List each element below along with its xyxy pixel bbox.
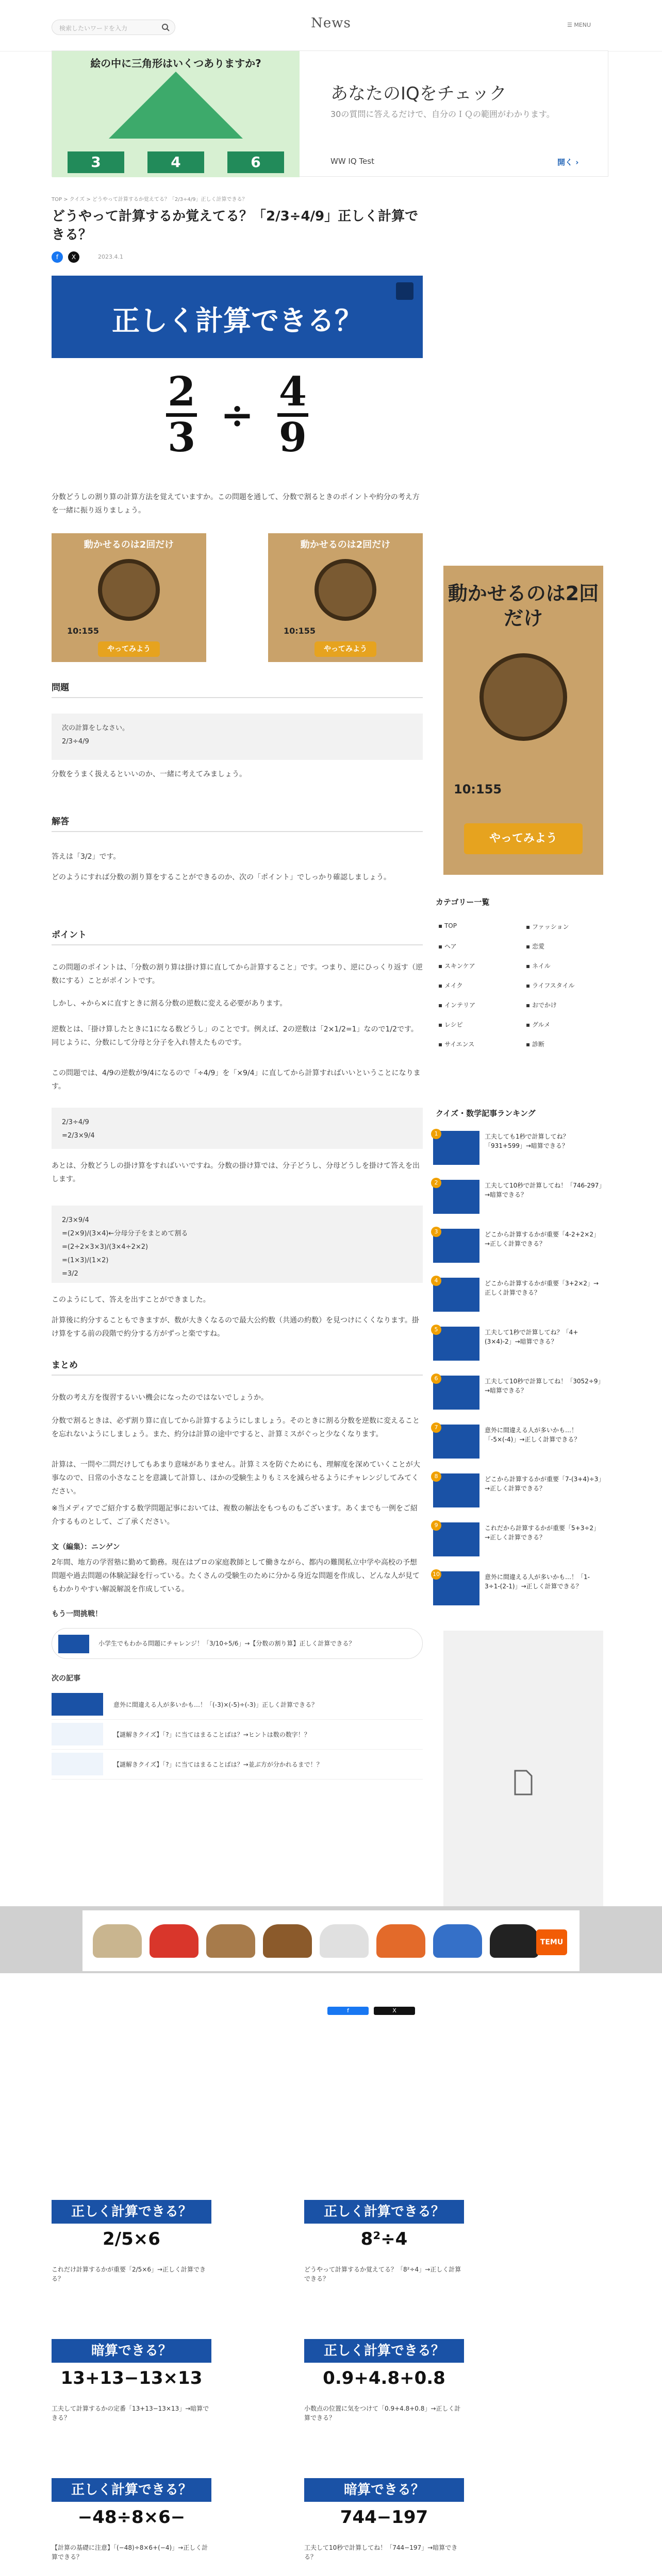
ad-description: 30の質問に答えるだけで、自分のＩＱの範囲がわかります。 (330, 109, 555, 119)
ranking-number: 8 (431, 1471, 441, 1482)
answer-note: どのようにすれば分数の割り算をすることができるのか、次の「ポイント」でしっかり確認しましょう。 (52, 873, 391, 882)
category-label: おでかけ (532, 1002, 557, 1009)
related-band: 暗算できる？ (304, 2478, 464, 2502)
ranking-title: どこから計算するかが重要「4-2+2×2」→正しく計算できる？ (485, 1231, 600, 1247)
hero-title: 正しく計算できる？ (112, 304, 362, 337)
ad-title: あなたのIQをチェック (330, 83, 507, 104)
category-label: サイエンス (444, 1041, 475, 1048)
page-title: どうやって計算するか覚えてる？「2/3÷4/9」正しく計算できる？ (52, 209, 419, 243)
next-item-text: 【謎解きクイズ】「?」に当てはまることばは？→並ぶ方が分かれるまで！？ (113, 1761, 323, 1768)
calc-line: 2/3÷4/9 (62, 1118, 89, 1126)
related-thumb (52, 2478, 211, 2540)
intro-text: 分数どうしの割り算の計算方法を覚えていますか。この問題を通して、分数で割るときのポイントや約分の考え方を一緒に振り返りましょう。 (52, 493, 420, 515)
facebook-share-icon[interactable]: f (52, 251, 63, 263)
problem-heading: 問題 (52, 680, 423, 698)
problem-box (52, 714, 423, 760)
ranking-title: 意外に間違える人が多いかも…！「1-3÷1-(2-1)」→正しく計算できる？ (485, 1573, 590, 1590)
ranking-number: 9 (431, 1520, 441, 1531)
shoe-product-image[interactable] (320, 1924, 369, 1958)
ranking-item[interactable] (433, 1376, 603, 1417)
related-card[interactable] (52, 2478, 211, 2562)
related-expression: 0.9+4.8+0.8 (323, 2368, 445, 2388)
ranking-title: 工夫して1秒で計算してね？「4+(3×4)-2」→暗算できる？ (485, 1329, 578, 1345)
calc-line: =2/3×9/4 (62, 1132, 95, 1140)
category-item[interactable] (438, 922, 457, 929)
next-list (52, 1690, 423, 1780)
calc-box (52, 1206, 423, 1283)
ranking-title: 工夫しても1秒で計算してね？「931+599」→暗算できる？ (485, 1133, 569, 1149)
point-text: このようにして、答えを出すことができました。 (52, 1296, 210, 1304)
related-caption: 工夫して10秒で計算してね！「744−197」→暗算できる？ (304, 2544, 458, 2561)
ranking-number: 7 (431, 1422, 441, 1433)
ranking-number: 4 (431, 1276, 441, 1286)
category-label: インテリア (444, 1002, 475, 1009)
related-expression: 13+13−13×13 (60, 2368, 203, 2388)
category-item[interactable] (526, 942, 544, 951)
ranking-title: 工夫して10秒で計算してね！「3052÷9」→暗算できる？ (485, 1378, 601, 1394)
category-icon: ▪ (438, 943, 444, 950)
category-label: ファッション (532, 923, 569, 930)
next-item-text: 意外に間違える人が多いかも…！「(-3)×(-5)÷(-3)」正しく計算できる？ (113, 1701, 318, 1708)
related-band: 正しく計算できる？ (52, 2200, 211, 2224)
document-icon (513, 1770, 534, 1795)
related-caption: これだけ計算するかが重要「2/5×6」→正しく計算できる？ (52, 2266, 206, 2282)
category-item[interactable] (526, 1001, 557, 1009)
operator: ÷ (220, 392, 254, 438)
calc-line: 2/3×9/4 (62, 1216, 89, 1224)
related-thumb (304, 2478, 464, 2540)
ranking-title: これだから計算するかが重要「5+3÷2」→正しく計算できる？ (485, 1524, 600, 1541)
related-caption: 工夫して計算するかの定番「13+13−13×13」→暗算できる？ (52, 2405, 209, 2421)
ranking-item[interactable] (433, 1522, 603, 1564)
related-expression: −48÷8×6− (77, 2507, 186, 2528)
temu-logo[interactable]: TEMU (536, 1929, 567, 1955)
ranking-title: どこから計算するかが重要「3+2×2」→正しく計算できる？ (485, 1280, 599, 1296)
game-ad-label: 動かせるのは2回だけ (448, 582, 599, 630)
author-bio: 2年間、地方の学習塾に勤めて勤務。現在はプロの家庭教師として働きながら、都内の難関私立中学や高校の予想問題や過去問題の体験記録を行っている。たくさんの受験生のために分かる身近な問題を作成し、どんな人が見てもわかりやすい解説解説を作成している。 (52, 1558, 420, 1594)
category-icon: ▪ (526, 943, 532, 950)
category-icon: ▪ (438, 982, 444, 989)
ranking-number: 3 (431, 1227, 441, 1237)
ranking-number: 10 (431, 1569, 441, 1580)
breadcrumb[interactable]: TOP > クイズ > どうやって計算するか覚えてる？「2/3÷4/9」正しく計算できる？ (52, 197, 247, 202)
point-text: 計算後に約分することもできますが、数が大きくなるので最大公約数（共通の約数）を見つけにくくなります。掛け算をする前の段階で約分する方がずっと楽ですね。 (52, 1316, 419, 1338)
category-icon: ▪ (526, 1041, 532, 1048)
next-item-text: 【謎解きクイズ】「?」に当てはまることばは？→ヒントは数の数字！？ (113, 1731, 310, 1738)
list-item[interactable] (52, 1750, 423, 1780)
play-button[interactable]: やってみよう (315, 641, 376, 657)
numerator-2: 4 (278, 368, 307, 415)
related-caption: どうやって計算するか覚えてる？「8²÷4」→正しく計算できる？ (304, 2266, 461, 2282)
category-item[interactable] (438, 981, 462, 990)
related-expression: 2/5×6 (103, 2229, 160, 2249)
category-item[interactable] (438, 942, 457, 951)
shoe-product-image[interactable] (263, 1924, 312, 1958)
game-ad-right[interactable] (268, 533, 423, 662)
category-item[interactable] (526, 981, 575, 990)
summary-heading: まとめ (52, 1358, 423, 1376)
search-placeholder: 検索したいワードを入力 (59, 25, 128, 32)
ranking-title: 工夫して10秒で計算してね！「746-297」→暗算できる？ (485, 1182, 602, 1198)
category-icon: ▪ (438, 962, 444, 970)
summary-text: 計算は、一問や二問だけしてもあまり意味がありません。計算ミスを防ぐためにも、理解度を深めていくことが大事なので、日常の小さなことを意識して計算し、ほかの受験生よりもミスを減らせるようにチャレンジしてみてください。 (52, 1461, 420, 1496)
next-thumb (52, 1753, 103, 1775)
site-logo[interactable]: News (311, 15, 351, 31)
category-icon: ▪ (526, 923, 532, 930)
calc-line: =(2×9)/(3×4)←分母分子をまとめて割る (62, 1230, 188, 1238)
category-heading: カテゴリー一覧 (436, 897, 490, 907)
ad-source: WW IQ Test (330, 157, 374, 166)
top-ad[interactable] (52, 50, 608, 177)
related-caption: 小数点の位置に気をつけて「0.9+4.8+0.8」→正しく計算できる？ (304, 2405, 461, 2421)
related-band: 暗算できる？ (52, 2339, 211, 2363)
ranking-item[interactable] (433, 1473, 603, 1515)
related-expression: 8²÷4 (360, 2229, 408, 2249)
x-button[interactable]: X (374, 2007, 415, 2015)
problem-line: 2/3÷4/9 (62, 738, 89, 745)
related-expression: 744−197 (340, 2507, 428, 2528)
denominator-2: 9 (278, 414, 307, 461)
ranking-number: 6 (431, 1374, 441, 1384)
point-text: あとは、分数どうしの掛け算をすればいいですね。分数の掛け算では、分子どうし、分母どうしを掛けて答えを出します。 (52, 1162, 420, 1183)
shoe-product-image[interactable] (376, 1924, 425, 1958)
calc-line: =3/2 (62, 1270, 78, 1278)
category-item[interactable] (526, 961, 551, 970)
category-label: ネイル (532, 962, 551, 970)
more-link-thumb (58, 1635, 89, 1653)
sidebar-ad-placeholder[interactable] (443, 1631, 603, 1940)
related-card[interactable] (304, 2478, 464, 2562)
ad-answer[interactable]: 3 (68, 151, 124, 173)
problem-line: 次の計算をしなさい。 (62, 724, 129, 732)
triangle-icon (109, 72, 243, 139)
main-expression (52, 368, 423, 461)
more-link-text: 小学生でもわかる問題にチャレンジ！「3/10÷5/6」→【分数の割り算】正しく計算できる？ (98, 1640, 355, 1647)
category-label: ヘア (444, 943, 457, 950)
related-thumb (52, 2339, 211, 2401)
dial-icon (315, 559, 376, 621)
game-ad-left[interactable] (52, 533, 206, 662)
game-timer: 10:155 (454, 782, 502, 796)
category-icon: ▪ (438, 1021, 444, 1028)
category-item[interactable] (438, 1040, 474, 1048)
sidebar-game-ad[interactable] (443, 566, 603, 875)
facebook-button[interactable]: f (327, 2007, 369, 2015)
ranking-number: 2 (431, 1178, 441, 1188)
related-band: 正しく計算できる？ (304, 2339, 464, 2363)
answer-heading: 解答 (52, 814, 423, 832)
answer-text: 答えは「3/2」です。 (52, 853, 121, 861)
shoe-product-image[interactable] (433, 1924, 482, 1958)
category-label: 恋愛 (532, 943, 544, 950)
cap-product-image[interactable] (93, 1924, 142, 1958)
next-thumb (52, 1723, 103, 1745)
calc-line: =(1×3)/(1×2) (62, 1257, 109, 1264)
x-share-icon[interactable]: X (68, 251, 79, 263)
ad-open-button[interactable]: 開く › (557, 158, 579, 167)
related-thumb (52, 2200, 211, 2262)
publish-date: 2023.4.1 (98, 253, 123, 260)
shoe-product-image[interactable] (150, 1924, 198, 1958)
category-item[interactable] (526, 922, 569, 931)
menu-button[interactable]: ☰ MENU (567, 22, 591, 28)
category-item[interactable] (526, 1040, 544, 1048)
category-label: 診断 (532, 1041, 544, 1048)
ad-answer[interactable]: 6 (227, 151, 284, 173)
category-icon: ▪ (526, 1002, 532, 1009)
summary-text: 分数で割るときは、必ず割り算に直してから計算するようにしましょう。そのときに割る分数を逆数に変えることを忘れないようにしましょう。また、約分は計算の途中ですると、計算ミスがぐっと少なくなります。 (52, 1417, 420, 1438)
ranking-item[interactable] (433, 1229, 603, 1270)
summary-text: ※当メディアでご紹介する数学問題記事においては、複数の解法をもつものもございます。あくまでも一例をご紹介するものとして、ご了承ください。 (52, 1504, 418, 1526)
related-caption: 【計算の基礎に注意】「(−48)÷8×6+(−4)」→正しく計算できる？ (52, 2544, 208, 2561)
list-item[interactable] (52, 1690, 423, 1720)
point-text: 逆数とは、「掛け算したときに1になる数どうし」のことです。例えば、2の逆数は「2×1/2=1」なので1/2です。同じように、分数にして分母と分子を入れ替えたものです。 (52, 1025, 418, 1047)
ranking-title: どこから計算するかが重要「7-(3+4)÷3」→正しく計算できる？ (485, 1476, 602, 1492)
category-label: メイク (444, 982, 463, 989)
ranking-item[interactable] (433, 1180, 603, 1221)
ranking-number: 1 (431, 1129, 441, 1139)
game-ad-label: 動かせるのは2回だけ (84, 539, 174, 550)
point-text: この問題では、4/9の逆数が9/4になるので「÷4/9」を「×9/4」に直してから計算すればいいということになります。 (52, 1069, 421, 1091)
category-icon: ▪ (526, 962, 532, 970)
ranking-title: 意外に間違える人が多いかも…！「-5×(-4)」→正しく計算できる？ (485, 1427, 581, 1443)
category-item[interactable] (526, 1020, 550, 1029)
denominator-1: 3 (168, 414, 196, 461)
ranking-item[interactable] (433, 1425, 603, 1466)
related-band: 正しく計算できる？ (52, 2478, 211, 2502)
calc-line: =(2÷2×3×3)/(3×4÷2×2) (62, 1243, 148, 1251)
category-icon: ▪ (438, 1002, 444, 1009)
category-label: グルメ (532, 1021, 551, 1028)
ranking-item[interactable] (433, 1327, 603, 1368)
point-text: この問題のポイントは、「分数の割り算は掛け算に直してから計算すること」です。つまり、逆にひっくり返す（逆数にする）ことがポイントです。 (52, 963, 423, 985)
game-timer: 10:155 (284, 626, 316, 636)
numerator-1: 2 (168, 368, 196, 415)
category-label: スキンケア (444, 962, 475, 970)
more-heading: もう一問挑戦！ (52, 1610, 102, 1618)
dial-icon (479, 653, 567, 741)
more-link-card[interactable] (52, 1628, 423, 1659)
category-label: レシピ (444, 1021, 463, 1028)
dial-icon (98, 559, 160, 621)
category-label: TOP (444, 922, 457, 929)
ranking-item[interactable] (433, 1278, 603, 1319)
related-thumb (304, 2339, 464, 2401)
next-thumb (52, 1693, 103, 1716)
play-button[interactable]: やってみよう (464, 823, 583, 854)
category-item[interactable] (438, 1001, 475, 1009)
category-item[interactable] (438, 961, 475, 970)
point-heading: ポイント (52, 927, 423, 945)
game-timer: 10:155 (67, 626, 100, 636)
category-icon: ▪ (526, 1021, 532, 1028)
ad-question: 絵の中に三角形はいくつありますか? (90, 57, 261, 70)
category-icon: ▪ (438, 1041, 444, 1048)
list-item[interactable] (52, 1720, 423, 1750)
calc-box (52, 1108, 423, 1149)
game-ad-label: 動かせるのは2回だけ (300, 539, 391, 550)
related-card[interactable] (304, 2339, 464, 2422)
related-card[interactable] (304, 2200, 464, 2283)
shoe-product-image[interactable] (490, 1924, 539, 1958)
point-text: しかし、÷から×に直すときに割る分数の逆数に変える必要があります。 (52, 999, 287, 1008)
ranking-item[interactable] (433, 1571, 603, 1613)
category-icon: ▪ (438, 922, 444, 929)
summary-text: 分数の考え方を復習するいい機会になったのではないでしょうか。 (52, 1394, 268, 1402)
gallery-icon[interactable] (396, 282, 413, 300)
related-band: 正しく計算できる？ (304, 2200, 464, 2224)
ranking-number: 5 (431, 1325, 441, 1335)
next-heading: 次の記事 (52, 1674, 80, 1683)
category-label: ライフスタイル (532, 982, 575, 989)
related-card[interactable] (52, 2200, 211, 2283)
category-icon: ▪ (526, 982, 532, 989)
ranking-item[interactable] (433, 1131, 603, 1172)
author-name: 文（編集）：ニンゲン (52, 1543, 120, 1551)
shoe-product-image[interactable] (206, 1924, 255, 1958)
related-card[interactable] (52, 2339, 211, 2422)
problem-note: 分数をうまく扱えるといいのか、一緒に考えてみましょう。 (52, 770, 246, 778)
ranking-heading: クイズ・数学記事ランキング (436, 1109, 536, 1118)
ad-answer[interactable]: 4 (147, 151, 204, 173)
play-button[interactable]: やってみよう (98, 641, 160, 657)
related-thumb (304, 2200, 464, 2262)
category-item[interactable] (438, 1020, 463, 1029)
